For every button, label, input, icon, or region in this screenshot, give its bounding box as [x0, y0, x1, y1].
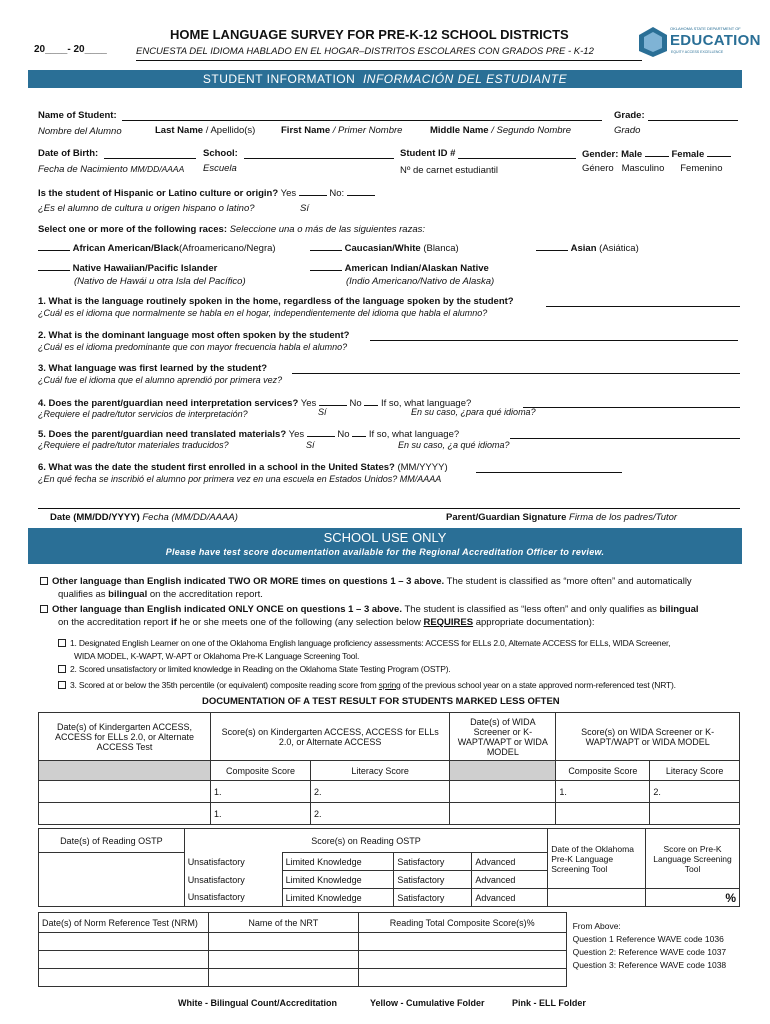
q4-yes-field[interactable] — [319, 397, 347, 406]
oklahoma-logo-icon — [638, 26, 668, 58]
question-2: 2. What is the dominant language most often spoken by the student? — [38, 330, 350, 341]
footer-yellow: Yellow - Cumulative Folder — [370, 998, 485, 1008]
school-field[interactable] — [244, 158, 394, 159]
sub-option-2-checkbox[interactable] — [58, 665, 66, 673]
question-5: 5. Does the parent/guardian need translated materials? — [38, 429, 287, 440]
option-two-or-more-checkbox[interactable] — [40, 577, 48, 585]
dob-field[interactable] — [104, 158, 196, 159]
wave-codes: From Above: Question 1 Reference WAVE code 1036 Question 2: Reference WAVE code 1037 Question 3: Reference WAVE code 1038 — [566, 913, 740, 987]
question-1: 1. What is the language routinely spoken in the home, regardless of the language spoken by the student? — [38, 296, 514, 307]
title-en: HOME LANGUAGE SURVEY FOR PRE-K-12 SCHOOL DISTRICTS — [170, 27, 569, 42]
q5-language-field[interactable] — [510, 438, 740, 439]
gender-female-field[interactable] — [707, 148, 731, 157]
option-only-once-checkbox[interactable] — [40, 605, 48, 613]
footer-pink: Pink - ELL Folder — [512, 998, 586, 1008]
student-info-band: STUDENT INFORMATION INFORMACIÓN DEL ESTUDIANTE — [28, 70, 742, 88]
t1-date-2[interactable] — [39, 803, 211, 825]
race-hawaiian-field[interactable] — [38, 262, 70, 271]
hispanic-yes-field[interactable] — [299, 187, 327, 196]
q3-field[interactable] — [292, 373, 740, 374]
documentation-title: DOCUMENTATION OF A TEST RESULT FOR STUDENTS MARKED LESS OFTEN — [202, 696, 560, 707]
test-results-table-1: Date(s) of Kindergarten ACCESS, ACCESS for ELLs 2.0, or Alternate ACCESS Test Score(s) on Kindergarten ACCESS, ACCESS for ELLs 2.0, or Alternate ACCESS Date(s) of WIDA Screener or K-WAPT/WAPT or WIDA MODEL Score(s) on WIDA Screener or K-WAPT/WAPT or WIDA MODEL Composite Score Literacy Score Composite Score Literacy Score 1. 2. 1. 2. 1. 2. — [38, 712, 740, 825]
question-4: 4. Does the parent/guardian need interpretation services? — [38, 398, 299, 409]
q5-no-field[interactable] — [352, 428, 366, 437]
name-field[interactable] — [122, 120, 602, 121]
name-label: Name of Student: — [38, 110, 117, 121]
q1-field[interactable] — [546, 306, 740, 307]
q4-no-field[interactable] — [364, 397, 378, 406]
school-use-band: SCHOOL USE ONLY Please have test score documentation available for the Regional Accreditation Officer to review. — [28, 528, 742, 564]
q4-language-field[interactable] — [523, 407, 740, 408]
school-year: 20____- 20____ — [34, 44, 107, 55]
test-results-table-3: Date(s) of Norm Reference Test (NRM) Name of the NRT Reading Total Composite Score(s)% From Above: Question 1 Reference WAVE code 1036 Question 2: Reference WAVE code 1037 Question 3: Reference WAVE code 1038 — [38, 912, 740, 987]
q5-yes-field[interactable] — [307, 428, 335, 437]
q2-field[interactable] — [370, 340, 738, 341]
footer-white: White - Bilingual Count/Accreditation — [178, 998, 337, 1008]
test-results-table-2: Date(s) of Reading OSTP Score(s) on Reading OSTP Date of the Oklahoma Pre-K Language Screening Tool Score on Pre-K Language Screening Tool Unsatisfactory Limited Knowledge Satisfactory Advanced Unsatisfactory Limited Knowledge Satisfactory Advanced Unsatisfactory Limited Knowledge Satisfactory Advanced % — [38, 828, 740, 907]
grade-field[interactable] — [648, 120, 738, 121]
grade-label: Grade: — [614, 110, 645, 121]
race-indian-field[interactable] — [310, 262, 342, 271]
question-3: 3. What language was first learned by the student? — [38, 363, 268, 374]
hispanic-no-field[interactable] — [347, 187, 375, 196]
sub-option-1-checkbox[interactable] — [58, 639, 66, 647]
question-6: 6. What was the date the student first enrolled in a school in the United States? — [38, 462, 395, 473]
race-black-field[interactable] — [38, 242, 70, 251]
t1-date-1[interactable] — [39, 781, 211, 803]
sub-option-3-checkbox[interactable] — [58, 681, 66, 689]
race-asian-field[interactable] — [536, 242, 568, 251]
gender-male-field[interactable] — [645, 148, 669, 157]
title-es: ENCUESTA DEL IDIOMA HABLADO EN EL HOGAR–DISTRITOS ESCOLARES CON GRADOS PRE - K-12 — [136, 46, 594, 57]
student-id-field[interactable] — [458, 158, 576, 159]
q6-field[interactable] — [476, 472, 622, 473]
prek-date-field[interactable] — [548, 889, 646, 907]
race-white-field[interactable] — [310, 242, 342, 251]
osde-logo: OKLAHOMA STATE DEPARTMENT OF EDUCATION EQUITY ACCESS EXCELLENCE — [638, 24, 746, 60]
